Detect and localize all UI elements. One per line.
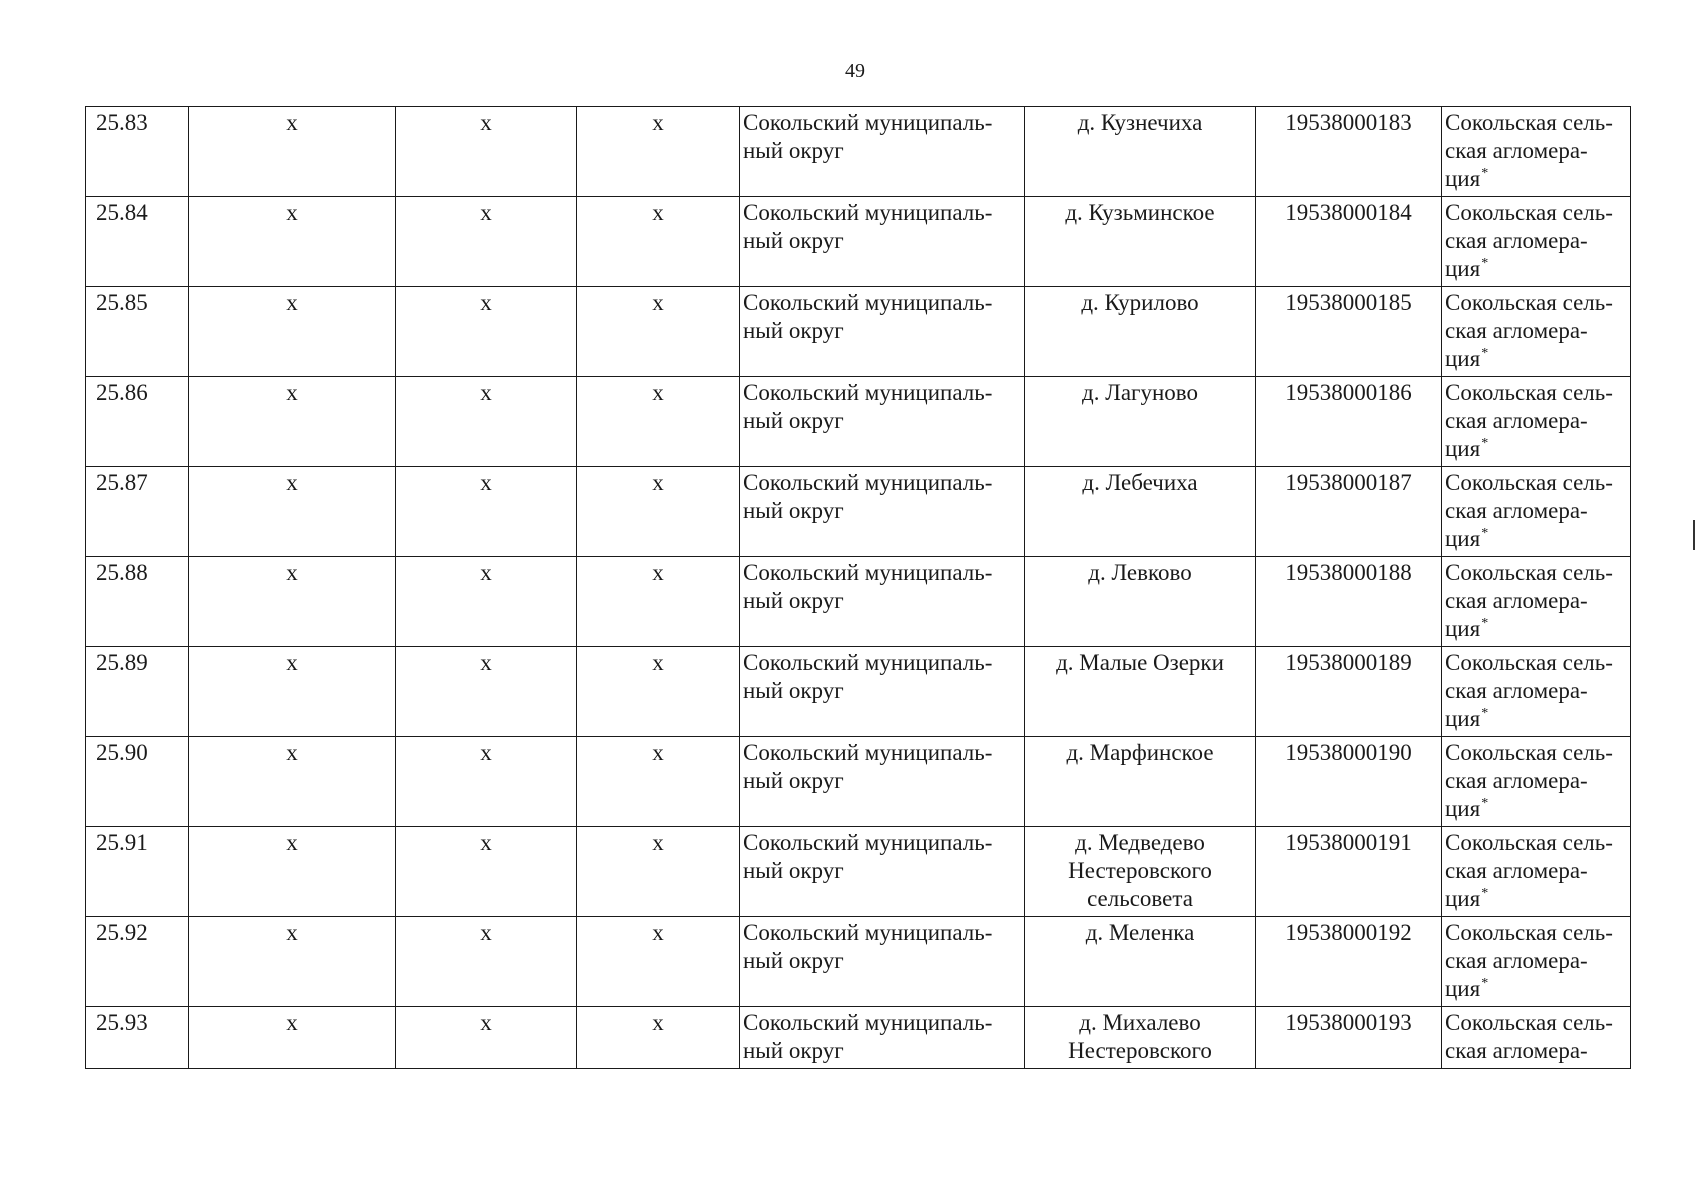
settlement-cell	[1025, 107, 1256, 197]
table-row	[86, 737, 1631, 827]
mark-cell	[189, 1007, 396, 1069]
row-number-cell	[86, 287, 189, 377]
mark-cell	[189, 197, 396, 287]
settlement-text: д. Лагуново	[1082, 380, 1198, 405]
table-row	[86, 377, 1631, 467]
row-number-cell	[86, 557, 189, 647]
table-row	[86, 107, 1631, 197]
mark-cell	[396, 917, 577, 1007]
agglomeration-text: Сокольская сель- ская агломера-	[1445, 1010, 1613, 1063]
row-number-text: 25.93	[96, 1010, 148, 1035]
code-cell	[1256, 107, 1442, 197]
district-cell	[740, 827, 1025, 917]
mark-cell	[189, 647, 396, 737]
footnote-asterisk: *	[1481, 976, 1489, 991]
mark-cell	[577, 107, 740, 197]
code-cell	[1256, 197, 1442, 287]
agglomeration-cell	[1442, 107, 1631, 197]
settlement-cell	[1025, 557, 1256, 647]
footnote-asterisk: *	[1481, 616, 1489, 631]
mark-text: х	[480, 920, 492, 945]
mark-cell	[577, 737, 740, 827]
district-text: Сокольский муниципаль- ный округ	[743, 290, 993, 343]
mark-cell	[396, 1007, 577, 1069]
district-cell	[740, 287, 1025, 377]
settlement-cell	[1025, 197, 1256, 287]
settlement-text: д. Марфинское	[1066, 740, 1214, 765]
agglomeration-text: Сокольская сель- ская агломера- ция	[1445, 560, 1613, 641]
mark-text: х	[286, 470, 298, 495]
table-row	[86, 557, 1631, 647]
mark-cell	[189, 917, 396, 1007]
row-number-text: 25.86	[96, 380, 148, 405]
code-text: 19538000191	[1285, 830, 1412, 855]
settlement-cell	[1025, 377, 1256, 467]
mark-text: х	[286, 830, 298, 855]
district-text: Сокольский муниципаль- ный округ	[743, 380, 993, 433]
row-number-text: 25.89	[96, 650, 148, 675]
row-number-cell	[86, 917, 189, 1007]
district-cell	[740, 737, 1025, 827]
district-cell	[740, 647, 1025, 737]
code-cell	[1256, 827, 1442, 917]
code-text: 19538000188	[1285, 560, 1412, 585]
code-text: 19538000184	[1285, 200, 1412, 225]
mark-text: х	[480, 380, 492, 405]
mark-text: х	[652, 830, 664, 855]
district-cell	[740, 467, 1025, 557]
district-cell	[740, 557, 1025, 647]
row-number-text: 25.91	[96, 830, 148, 855]
mark-text: х	[652, 470, 664, 495]
code-cell	[1256, 557, 1442, 647]
mark-text: х	[652, 380, 664, 405]
code-cell	[1256, 1007, 1442, 1069]
mark-cell	[189, 287, 396, 377]
mark-cell	[577, 1007, 740, 1069]
mark-cell	[396, 377, 577, 467]
agglomeration-cell	[1442, 917, 1631, 1007]
agglomeration-cell	[1442, 197, 1631, 287]
district-text: Сокольский муниципаль- ный округ	[743, 200, 993, 253]
mark-text: х	[286, 380, 298, 405]
settlement-text: д. Левково	[1088, 560, 1192, 585]
settlement-text: д. Кузьминское	[1065, 200, 1215, 225]
mark-text: х	[286, 920, 298, 945]
code-text: 19538000183	[1285, 110, 1412, 135]
mark-cell	[189, 467, 396, 557]
mark-text: х	[480, 470, 492, 495]
settlement-cell	[1025, 917, 1256, 1007]
footnote-asterisk: *	[1481, 796, 1489, 811]
agglomeration-cell	[1442, 467, 1631, 557]
row-number-cell	[86, 197, 189, 287]
footnote-asterisk: *	[1481, 526, 1489, 541]
settlement-cell	[1025, 467, 1256, 557]
table-row	[86, 1007, 1631, 1069]
agglomeration-text: Сокольская сель- ская агломера- ция	[1445, 110, 1613, 191]
footnote-asterisk: *	[1481, 886, 1489, 901]
mark-text: х	[286, 110, 298, 135]
code-text: 19538000186	[1285, 380, 1412, 405]
table-row	[86, 647, 1631, 737]
district-text: Сокольский муниципаль- ный округ	[743, 560, 993, 613]
agglomeration-cell	[1442, 647, 1631, 737]
settlement-text: д. Медведево Нестеровского сельсовета	[1068, 830, 1212, 911]
row-number-cell	[86, 107, 189, 197]
table-row	[86, 287, 1631, 377]
mark-text: х	[480, 1010, 492, 1035]
mark-cell	[577, 467, 740, 557]
scan-edge-mark	[1693, 520, 1695, 550]
row-number-cell	[86, 467, 189, 557]
table-row	[86, 467, 1631, 557]
mark-cell	[577, 827, 740, 917]
mark-cell	[396, 737, 577, 827]
code-cell	[1256, 917, 1442, 1007]
agglomeration-cell	[1442, 377, 1631, 467]
code-cell	[1256, 377, 1442, 467]
mark-text: х	[652, 920, 664, 945]
agglomeration-text: Сокольская сель- ская агломера- ция	[1445, 650, 1613, 731]
settlement-text: д. Михалево Нестеровского	[1068, 1010, 1212, 1063]
table-row	[86, 197, 1631, 287]
mark-cell	[189, 827, 396, 917]
code-cell	[1256, 467, 1442, 557]
row-number-text: 25.87	[96, 470, 148, 495]
mark-cell	[189, 737, 396, 827]
mark-cell	[577, 917, 740, 1007]
code-cell	[1256, 287, 1442, 377]
agglomeration-text: Сокольская сель- ская агломера- ция	[1445, 920, 1613, 1001]
mark-text: х	[286, 560, 298, 585]
code-cell	[1256, 737, 1442, 827]
row-number-text: 25.90	[96, 740, 148, 765]
row-number-text: 25.88	[96, 560, 148, 585]
settlement-text: д. Лебечиха	[1082, 470, 1198, 495]
agglomeration-cell	[1442, 287, 1631, 377]
agglomeration-cell	[1442, 737, 1631, 827]
agglomeration-text: Сокольская сель- ская агломера- ция	[1445, 740, 1613, 821]
agglomeration-cell	[1442, 1007, 1631, 1069]
district-cell	[740, 197, 1025, 287]
mark-text: х	[652, 740, 664, 765]
mark-cell	[577, 557, 740, 647]
mark-cell	[396, 467, 577, 557]
row-number-cell	[86, 737, 189, 827]
agglomeration-text: Сокольская сель- ская агломера- ция	[1445, 200, 1613, 281]
district-cell	[740, 377, 1025, 467]
table-row	[86, 827, 1631, 917]
row-number-cell	[86, 647, 189, 737]
code-text: 19538000193	[1285, 1010, 1412, 1035]
district-cell	[740, 107, 1025, 197]
row-number-cell	[86, 827, 189, 917]
mark-text: х	[652, 560, 664, 585]
district-text: Сокольский муниципаль- ный округ	[743, 650, 993, 703]
mark-text: х	[286, 650, 298, 675]
code-text: 19538000185	[1285, 290, 1412, 315]
code-text: 19538000192	[1285, 920, 1412, 945]
settlement-cell	[1025, 737, 1256, 827]
code-text: 19538000187	[1285, 470, 1412, 495]
mark-cell	[577, 287, 740, 377]
agglomeration-text: Сокольская сель- ская агломера- ция	[1445, 380, 1613, 461]
table-body	[86, 107, 1631, 1069]
row-number-cell	[86, 1007, 189, 1069]
mark-text: х	[286, 200, 298, 225]
settlement-cell	[1025, 827, 1256, 917]
district-text: Сокольский муниципаль- ный округ	[743, 110, 993, 163]
mark-text: х	[480, 200, 492, 225]
code-cell	[1256, 647, 1442, 737]
registry-table	[85, 106, 1631, 1069]
footnote-asterisk: *	[1481, 346, 1489, 361]
mark-text: х	[286, 740, 298, 765]
footnote-asterisk: *	[1481, 706, 1489, 721]
agglomeration-text: Сокольская сель- ская агломера- ция	[1445, 830, 1613, 911]
mark-text: х	[652, 290, 664, 315]
mark-text: х	[286, 290, 298, 315]
mark-text: х	[480, 830, 492, 855]
agglomeration-cell	[1442, 827, 1631, 917]
mark-text: х	[480, 110, 492, 135]
district-text: Сокольский муниципаль- ный округ	[743, 740, 993, 793]
district-text: Сокольский муниципаль- ный округ	[743, 830, 993, 883]
mark-text: х	[480, 290, 492, 315]
mark-text: х	[480, 740, 492, 765]
footnote-asterisk: *	[1481, 436, 1489, 451]
settlement-text: д. Меленка	[1085, 920, 1195, 945]
agglomeration-text: Сокольская сель- ская агломера- ция	[1445, 290, 1613, 371]
district-text: Сокольский муниципаль- ный округ	[743, 1010, 993, 1063]
mark-cell	[189, 377, 396, 467]
district-text: Сокольский муниципаль- ный округ	[743, 470, 993, 523]
agglomeration-text: Сокольская сель- ская агломера- ция	[1445, 470, 1613, 551]
mark-text: х	[652, 200, 664, 225]
code-text: 19538000190	[1285, 740, 1412, 765]
settlement-text: д. Кузнечиха	[1077, 110, 1203, 135]
settlement-text: д. Курилово	[1081, 290, 1199, 315]
district-text: Сокольский муниципаль- ный округ	[743, 920, 993, 973]
code-text: 19538000189	[1285, 650, 1412, 675]
mark-cell	[396, 287, 577, 377]
mark-text: х	[652, 650, 664, 675]
mark-cell	[189, 107, 396, 197]
row-number-text: 25.92	[96, 920, 148, 945]
page-number: 49	[845, 60, 865, 82]
table-row	[86, 917, 1631, 1007]
agglomeration-cell	[1442, 557, 1631, 647]
settlement-text: д. Малые Озерки	[1056, 650, 1224, 675]
mark-text: х	[480, 650, 492, 675]
mark-cell	[396, 647, 577, 737]
mark-cell	[396, 557, 577, 647]
mark-text: х	[286, 1010, 298, 1035]
mark-text: х	[652, 110, 664, 135]
mark-cell	[577, 197, 740, 287]
mark-cell	[577, 647, 740, 737]
mark-cell	[396, 827, 577, 917]
row-number-text: 25.83	[96, 110, 148, 135]
mark-cell	[577, 377, 740, 467]
mark-cell	[396, 107, 577, 197]
footnote-asterisk: *	[1481, 256, 1489, 271]
row-number-text: 25.84	[96, 200, 148, 225]
mark-cell	[189, 557, 396, 647]
settlement-cell	[1025, 287, 1256, 377]
district-cell	[740, 1007, 1025, 1069]
mark-text: х	[652, 1010, 664, 1035]
mark-text: х	[480, 560, 492, 585]
mark-cell	[396, 197, 577, 287]
settlement-cell	[1025, 647, 1256, 737]
row-number-cell	[86, 377, 189, 467]
settlement-cell	[1025, 1007, 1256, 1069]
row-number-text: 25.85	[96, 290, 148, 315]
district-cell	[740, 917, 1025, 1007]
footnote-asterisk: *	[1481, 166, 1489, 181]
